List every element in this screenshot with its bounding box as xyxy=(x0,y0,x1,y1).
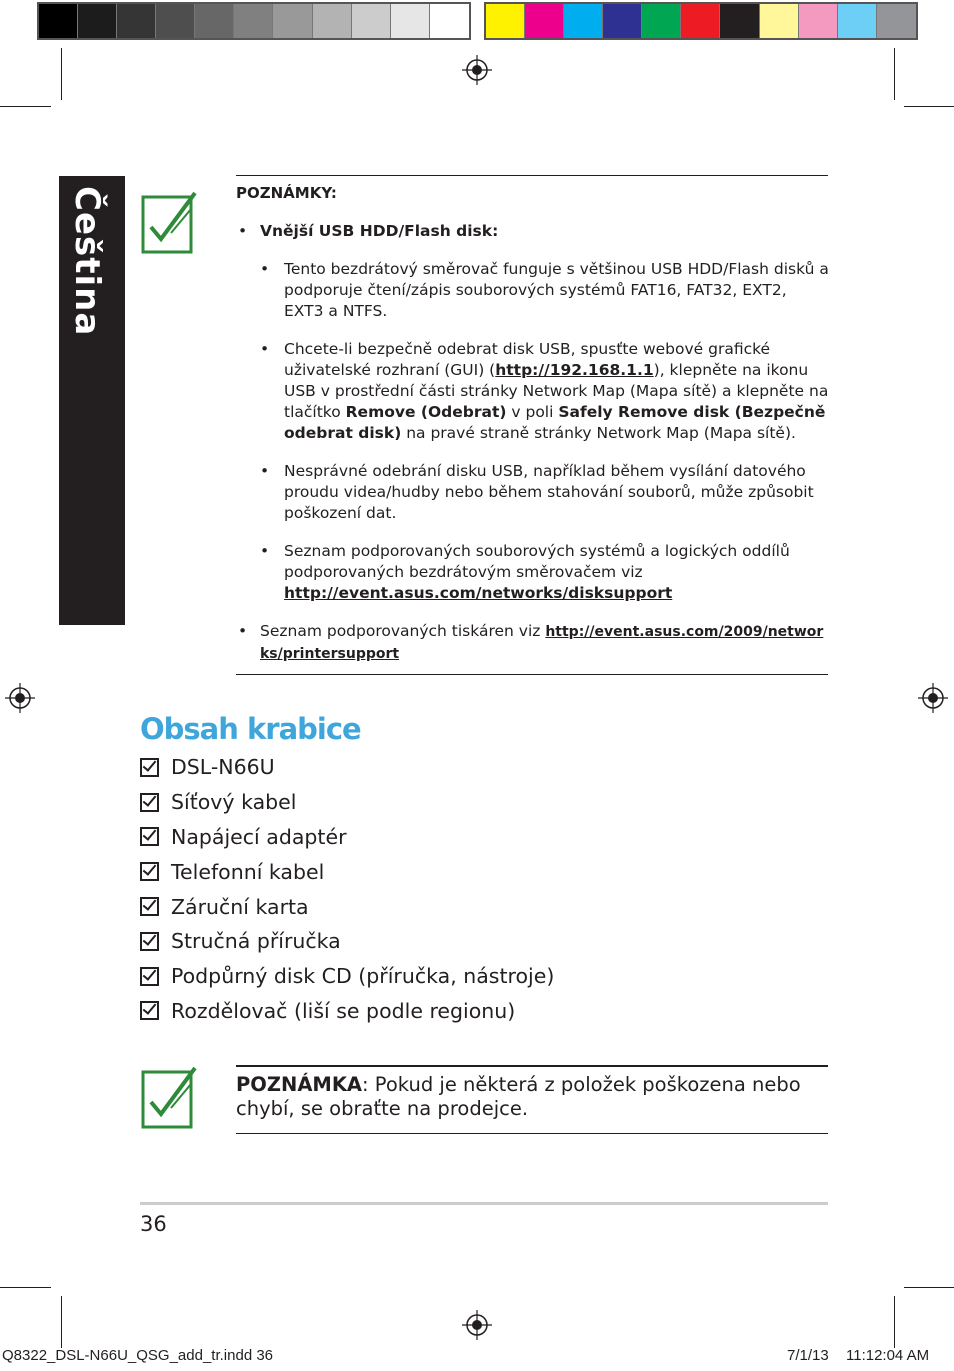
disksupport-link[interactable]: http://event.asus.com/networks/disksupport xyxy=(284,584,673,602)
note-pencil-icon xyxy=(141,1064,199,1130)
crop-mark xyxy=(894,1296,895,1348)
color-swatch xyxy=(603,4,642,38)
note-block: POZNÁMKA: Pokud je některá z položek poškozena nebo chybí, se obraťte na prodejce. xyxy=(236,1073,801,1120)
notes-heading: POZNÁMKY: xyxy=(236,184,337,202)
package-contents-title: Obsah krabice xyxy=(140,712,361,746)
footer-date: 7/1/13 xyxy=(787,1347,829,1364)
notes-top-rule xyxy=(236,175,828,176)
page-number: 36 xyxy=(140,1212,167,1236)
color-swatch xyxy=(838,4,877,38)
registration-mark-icon xyxy=(918,683,948,713)
usb-note-3: • Nesprávné odebrání disku USB, například během vysílání datového proudu videa/hudby nebo během stahování souborů, může způsobit poškození dat. xyxy=(236,461,830,524)
list-item: Napájecí adaptér xyxy=(140,820,554,855)
checkbox-checked-icon xyxy=(140,793,159,812)
usb-note-1: • Tento bezdrátový směrovač funguje s většinou USB HDD/Flash disků a podporuje čtení/zápis souborových systémů FAT16, FAT32, EXT2, EXT3 a NTFS. xyxy=(236,259,830,322)
footer-time: 11:12:04 AM xyxy=(846,1347,930,1364)
checkbox-checked-icon xyxy=(140,827,159,846)
crop-mark xyxy=(61,1296,62,1348)
crop-mark xyxy=(0,1287,51,1288)
usb-note-2: • Chcete-li bezpečně odebrat disk USB, spusťte webové grafické uživatelské rozhraní (GUI) (http://192.168.1.1), klepněte na ikonu USB v prostřední části stránky Network Map (Mapa sítě) a klepněte na tlačítko Remove (Odebrat) v poli Safely Remove disk (Bezpečně odebrat disk) na pravé straně stránky Network Map (Mapa sítě). xyxy=(236,339,830,444)
note-top-rule xyxy=(236,1065,828,1067)
crop-mark xyxy=(0,106,51,107)
language-tab xyxy=(59,176,125,625)
color-swatch xyxy=(117,4,156,38)
color-swatch xyxy=(681,4,720,38)
color-swatch xyxy=(564,4,603,38)
checkbox-checked-icon xyxy=(140,862,159,881)
registration-mark-icon xyxy=(5,683,35,713)
note-pencil-icon xyxy=(141,189,199,255)
list-item: Podpůrný disk CD (příručka, nástroje) xyxy=(140,959,554,994)
color-swatch xyxy=(313,4,352,38)
printer-note: • Seznam podporovaných tiskáren viz http://event.asus.com/2009/networks/printersupport xyxy=(236,621,830,665)
color-swatch xyxy=(720,4,759,38)
checkbox-checked-icon xyxy=(140,1001,159,1020)
color-swatch xyxy=(760,4,799,38)
footer-filename: Q8322_DSL-N66U_QSG_add_tr.indd 36 xyxy=(2,1347,274,1364)
package-contents-list xyxy=(140,750,554,1028)
crop-mark xyxy=(61,48,62,100)
list-item: Síťový kabel xyxy=(140,785,554,820)
notes-block xyxy=(236,183,830,665)
list-item: Záruční karta xyxy=(140,889,554,924)
gui-link[interactable]: http://192.168.1.1 xyxy=(495,361,654,379)
list-item: DSL-N66U xyxy=(140,750,554,785)
list-item: Rozdělovač (liší se podle regionu) xyxy=(140,994,554,1029)
usb-title: • Vnější USB HDD/Flash disk: xyxy=(236,221,830,242)
crop-mark xyxy=(904,106,954,107)
printersupport-link[interactable]: http://event.asus.com/2009/networks/printersupport xyxy=(260,624,824,662)
notes-bottom-rule xyxy=(236,674,828,675)
page-footer-rule xyxy=(140,1202,828,1205)
color-swatch xyxy=(352,4,391,38)
gray-color-bar xyxy=(37,2,471,40)
list-item: Telefonní kabel xyxy=(140,854,554,889)
usb-note-4: • Seznam podporovaných souborových systémů a logických oddílů podporovaných bezdrátovým směrovačem viz http://event.asus.com/networks/disksupport xyxy=(236,541,830,604)
color-swatch xyxy=(430,4,469,38)
crop-mark xyxy=(904,1287,954,1288)
registration-mark-icon xyxy=(462,1310,492,1340)
color-swatch xyxy=(156,4,195,38)
registration-mark-icon xyxy=(462,55,492,85)
color-swatch xyxy=(877,4,916,38)
color-swatch xyxy=(799,4,838,38)
checkbox-checked-icon xyxy=(140,932,159,951)
checkbox-checked-icon xyxy=(140,967,159,986)
language-label: Čeština xyxy=(67,186,107,337)
color-swatch xyxy=(234,4,273,38)
color-swatch xyxy=(642,4,681,38)
list-item: Stručná příručka xyxy=(140,924,554,959)
color-swatch xyxy=(273,4,312,38)
process-color-bar xyxy=(484,2,918,40)
color-swatch xyxy=(78,4,117,38)
color-swatch xyxy=(391,4,430,38)
checkbox-checked-icon xyxy=(140,758,159,777)
color-swatch xyxy=(39,4,78,38)
color-swatch xyxy=(486,4,525,38)
crop-mark xyxy=(894,48,895,100)
note-bottom-rule xyxy=(236,1133,828,1134)
color-swatch xyxy=(195,4,234,38)
color-swatch xyxy=(525,4,564,38)
checkbox-checked-icon xyxy=(140,897,159,916)
